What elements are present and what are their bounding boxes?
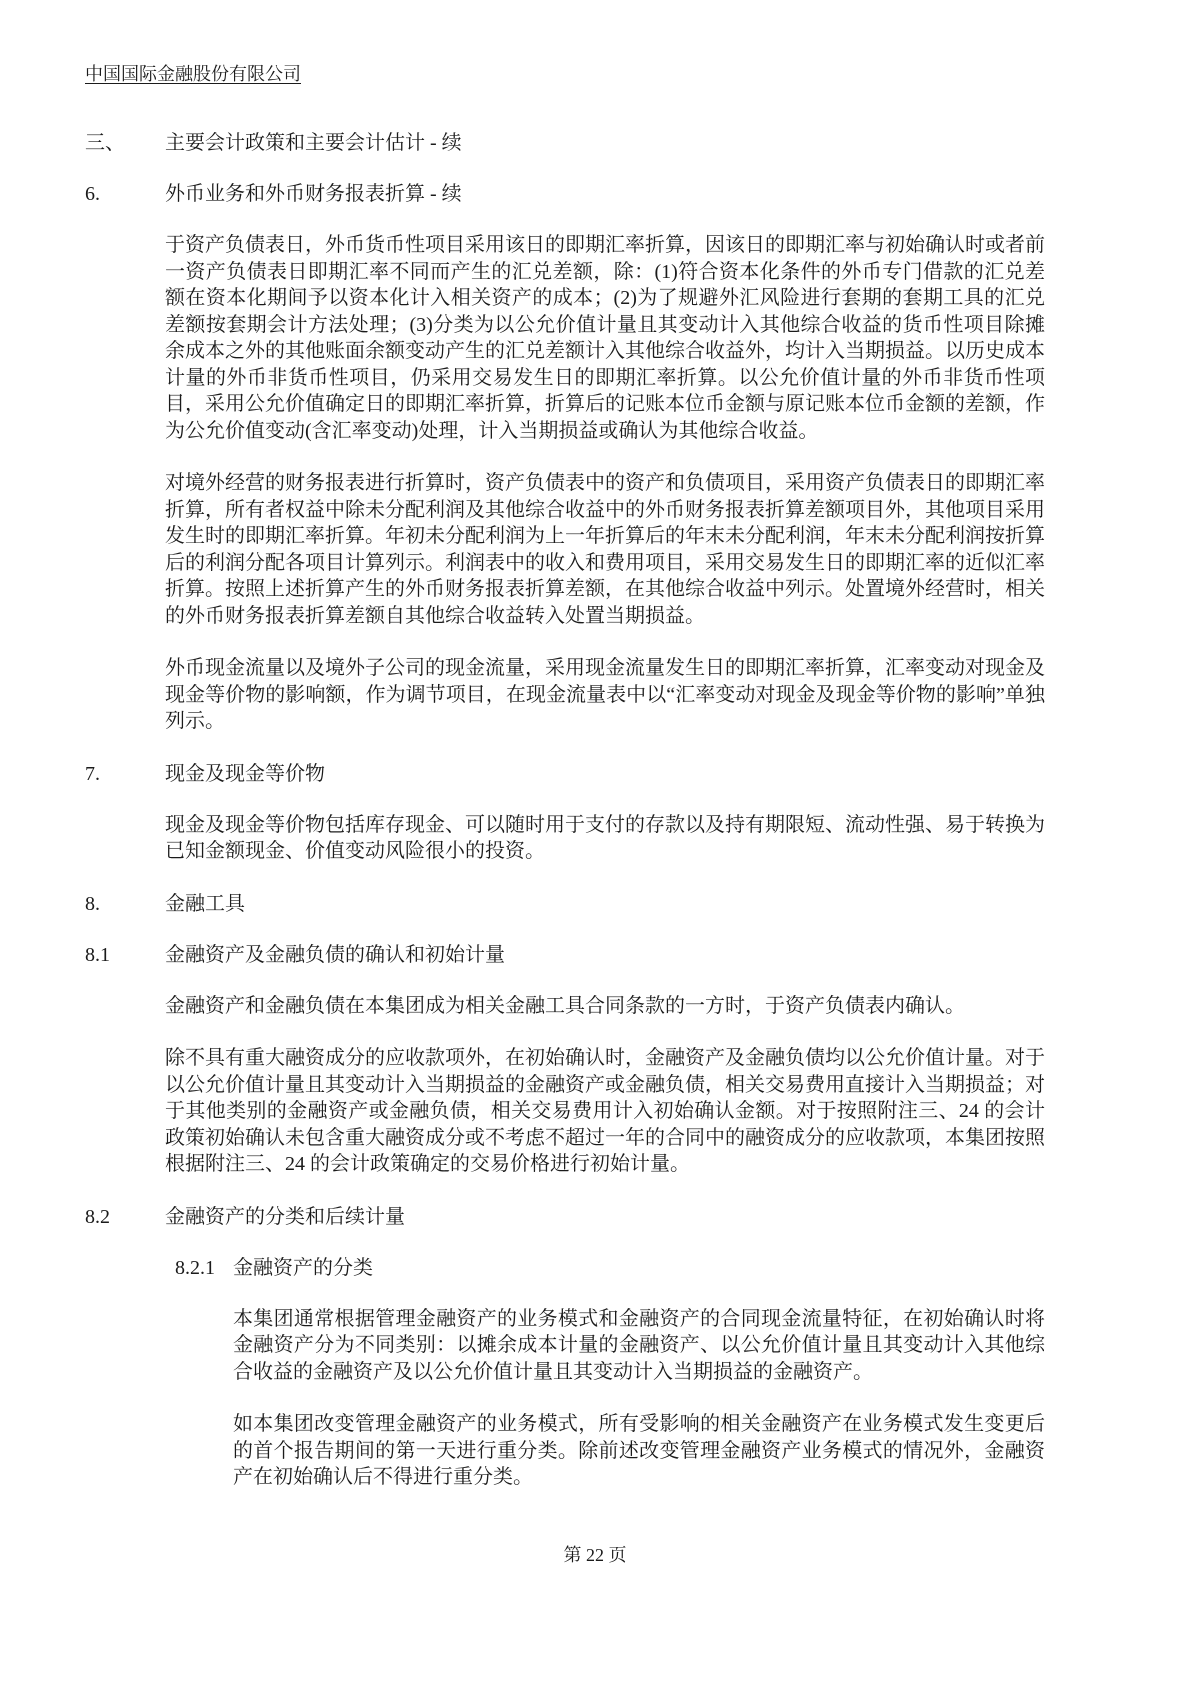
- section-heading-foreign-currency: [85, 181, 1045, 208]
- company-name: 中国国际金融股份有限公司: [85, 64, 301, 84]
- paragraph-fx-cash-flows: 外币现金流量以及境外子公司的现金流量，采用现金流量发生日的即期汇率折算，汇率变动对现金及现金等价物的影响额，作为调节项目，在现金流量表中以“汇率变动对现金及现金等价物的影响”单独列示。: [165, 657, 1045, 732]
- section-number: 8.: [85, 892, 100, 915]
- paragraph-initial-measurement: 除不具有重大融资成分的应收款项外，在初始确认时，金融资产及金融负债均以公允价值计量。对于以公允价值计量且其变动计入当期损益的金融资产或金融负债，相关交易费用直接计入当期损益；对于其他类别的金融资产或金融负债，相关交易费用计入初始确认金额。对于按照附注三、24 的会计政策初始确认未包含重大融资成分或不考虑不超过一年的合同中的融资成分的应收款项，本集团按照根据附注三、24 的会计政策确定的交易价格进行初始计量。: [165, 1047, 1045, 1175]
- section-number: 7.: [85, 762, 100, 785]
- section-title: 金融资产的分类和后续计量: [165, 1205, 405, 1228]
- section-heading-cash-equivalents: [85, 761, 1045, 788]
- subsection-title: 金融资产的分类: [233, 1256, 373, 1279]
- section-heading-financial-instruments: [85, 891, 1045, 918]
- paragraph-fx-statement-translation: 对境外经营的财务报表进行折算时，资产负债表中的资产和负债项目，采用资产负债表日的即期汇率折算，所有者权益中除未分配利润及其他综合收益中的外币财务报表折算差额项目外，其他项目采用发生时的即期汇率折算。年初未分配利润为上一年折算后的年末未分配利润，年末未分配利润按折算后的利润分配各项目计算列示。利润表中的收入和费用项目，采用交易发生日的即期汇率的近似汇率折算。按照上述折算产生的外币财务报表折算差额，在其他综合收益中列示。处置境外经营时，相关的外币财务报表折算差额自其他综合收益转入处置当期损益。: [165, 472, 1045, 627]
- section-heading-main-policies: [85, 130, 1045, 157]
- section-title: 现金及现金等价物: [165, 762, 325, 785]
- section-number: 6.: [85, 183, 100, 205]
- section-title: 金融工具: [165, 892, 245, 915]
- paragraph-recognition: 金融资产和金融负债在本集团成为相关金融工具合同条款的一方时，于资产负债表内确认。: [165, 994, 965, 1017]
- paragraph-reclassification: 如本集团改变管理金融资产的业务模式，所有受影响的相关金融资产在业务模式发生变更后的首个报告期间的第一天进行重分类。除前述改变管理金融资产业务模式的情况外，金融资产在初始确认后不得进行重分类。: [233, 1413, 1045, 1488]
- section-title: 主要会计政策和主要会计估计 - 续: [165, 132, 462, 154]
- paragraph-cash-equivalents: 现金及现金等价物包括库存现金、可以随时用于支付的存款以及持有期限短、流动性强、易于转换为已知金额现金、价值变动风险很小的投资。: [165, 813, 1045, 862]
- section-number: 三、: [85, 132, 125, 154]
- paragraph-classification-basis: 本集团通常根据管理金融资产的业务模式和金融资产的合同现金流量特征，在初始确认时将金融资产分为不同类别：以摊余成本计量的金融资产、以公允价值计量且其变动计入其他综合收益的金融资产及以公允价值计量且其变动计入当期损益的金融资产。: [233, 1307, 1045, 1383]
- section-title: 外币业务和外币财务报表折算 - 续: [165, 183, 462, 205]
- section-number: 8.2: [85, 1205, 110, 1228]
- subsection-number: 8.2.1: [175, 1256, 215, 1279]
- paragraph-fx-balance-sheet-date: 于资产负债表日，外币货币性项目采用该日的即期汇率折算，因该日的即期汇率与初始确认时或者前一资产负债表日即期汇率不同而产生的汇兑差额，除：(1)符合资本化条件的外币专门借款的汇兑差额在资本化期间予以资本化计入相关资产的成本；(2)为了规避外汇风险进行套期的套期工具的汇兑差额按套期会计方法处理；(3)分类为以公允价值计量且其变动计入其他综合收益的货币性项目除摊余成本之外的其他账面余额变动产生的汇兑差额计入其他综合收益外，均计入当期损益。以历史成本计量的外币非货币性项目，仍采用交易发生日的即期汇率折算。以公允价值计量的外币非货币性项目，采用公允价值确定日的即期汇率折算，折算后的记账本位币金额与原记账本位币金额的差额，作为公允价值变动(含汇率变动)处理，计入当期损益或确认为其他综合收益。: [165, 234, 1045, 442]
- section-heading-classification-subsequent-measurement: [85, 1204, 1045, 1231]
- section-title: 金融资产及金融负债的确认和初始计量: [165, 943, 505, 966]
- subsection-heading-asset-classification: [175, 1255, 1045, 1282]
- page-number: 第 22 页: [563, 1545, 627, 1565]
- section-number: 8.1: [85, 943, 110, 966]
- section-heading-recognition-initial-measurement: [85, 942, 1045, 969]
